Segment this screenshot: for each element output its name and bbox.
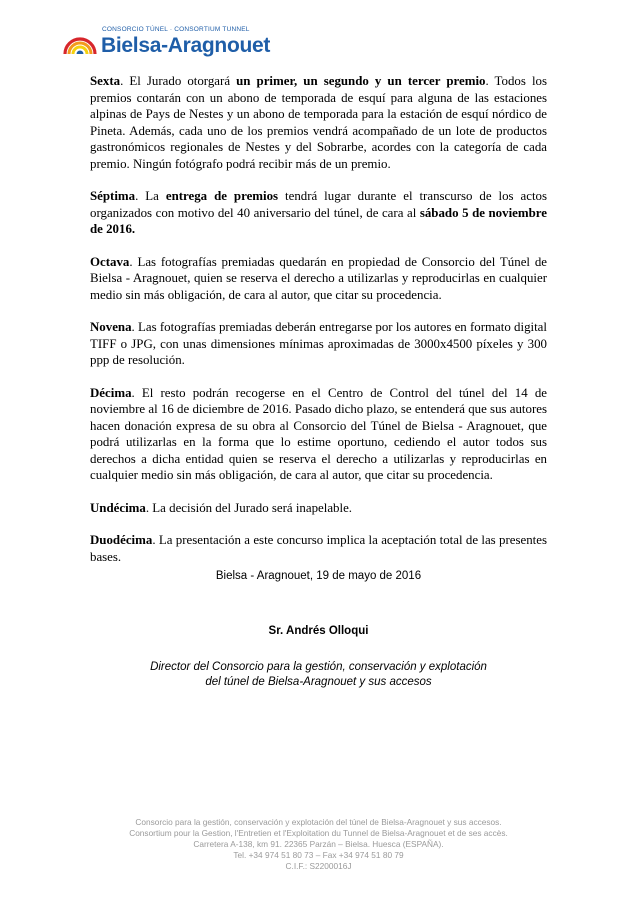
footer-line-5: C.I.F.: S2200016J <box>285 861 352 871</box>
clause-text: tendrá lugar durante el transcurso de los actos organizados con motivo del 40 aniversario del túnel, de cara al <box>90 189 547 220</box>
clause-emphasis: sábado 5 de noviembre de 2016. <box>90 205 547 236</box>
signer-role-line-1: Director del Consorcio para la gestión, conservación y explotación <box>150 661 487 673</box>
signer-role-line-2: del túnel de Bielsa-Aragnouet y sus accesos <box>205 676 432 688</box>
clause-heading: Décima <box>90 385 132 400</box>
footer <box>90 817 547 872</box>
clause-paragraph <box>90 73 547 172</box>
clause-paragraph <box>90 319 547 369</box>
footer-line-3: Carretera A-138, km 91. 22365 Parzán – Bielsa. Huesca (ESPAÑA). <box>193 839 444 849</box>
signer-name: Sr. Andrés Olloqui <box>268 625 369 637</box>
clause-text: . El resto podrán recogerse en el Centro de Control del túnel del 14 de noviembre al 16 de diciembre de 2016. Pasado dicho plazo, se entenderá que sus autores hacen donación expresa de su obra al Consorcio del Túnel de Bielsa - Aragnouet, que podrá utilizarlas en la forma que lo estime oportuno, cediendo el autor todos sus derechos a dicha entidad quien se reserva el derecho a utilizarlas y reproducirlas en cualquier medio sin más obligación, de cara al autor, que citar su procedencia. <box>90 385 547 482</box>
clause-heading: Novena <box>90 320 132 334</box>
clause-heading: Séptima <box>90 189 136 203</box>
clause-paragraph <box>90 254 547 304</box>
clause-heading: Undécima <box>90 500 146 515</box>
logo-title: Bielsa-Aragnouet <box>101 34 271 57</box>
clause-emphasis: entrega de premios <box>165 189 279 203</box>
clause-heading: Sexta <box>90 74 121 88</box>
signer-role <box>90 660 547 690</box>
clause-paragraph <box>90 385 547 484</box>
clause-text: . La presentación a este concurso implica la aceptación total de las presentes bases. <box>90 533 547 564</box>
clause-paragraph <box>90 188 547 238</box>
clause-text: . Las fotografías premiadas deberán entregarse por los autores en formato digital TIFF o JPG, con unas dimensiones mínimas aproximadas de 3000x4500 píxeles y 300 ppp de resolución. <box>90 320 547 367</box>
footer-line-1: Consorcio para la gestión, conservación y explotación del túnel de Bielsa-Aragnouet y sus accesos. <box>135 817 502 827</box>
clause-text: . La <box>135 189 166 203</box>
clause-paragraph <box>90 500 547 517</box>
tunnel-rainbow-logo-icon <box>62 24 98 58</box>
document-body <box>90 73 547 581</box>
logo-subtitle: CONSORCIO TÚNEL · CONSORTIUM TUNNEL <box>102 26 250 33</box>
letterhead <box>62 22 322 66</box>
clause-text: . El Jurado otorgará <box>120 74 237 88</box>
clause-emphasis: un primer, un segundo y un tercer premio <box>236 74 486 88</box>
footer-line-4: Tel. +34 974 51 80 73 – Fax +34 974 51 80 79 <box>233 850 404 860</box>
clause-text: . Todos los premios contarán con un abono de temporada de esquí para alguna de las estaciones alpinas de Pays de Nestes y un abono de temporada para la estación de esquí nórdico de Pineta. Además, cada uno de los premios vendrá acompañado de un lote de productos gastronómicos regionales de Nestes y del Sobrarbe, acordes con la categoría de cada premio. Ningún fotógrafo podrá recibir más de un premio. <box>90 74 547 171</box>
date-line: Bielsa - Aragnouet, 19 de mayo de 2016 <box>215 570 422 582</box>
clause-heading: Octava <box>90 254 130 269</box>
clause-paragraph <box>90 532 547 565</box>
clause-text: . Las fotografías premiadas quedarán en propiedad de Consorcio del Túnel de Bielsa - Aragnouet, quien se reserva el derecho a utilizarlas y reproducirlas en cualquier medio sin más obligación, de cara al autor, que citar su procedencia. <box>90 254 547 302</box>
clause-heading: Duodécima <box>90 533 153 547</box>
clause-text: . La decisión del Jurado será inapelable. <box>145 500 353 515</box>
footer-line-2: Consortium pour la Gestion, l'Entretien et l'Exploitation du Tunnel de Bielsa-Aragnouet et de ses accès. <box>129 828 508 838</box>
